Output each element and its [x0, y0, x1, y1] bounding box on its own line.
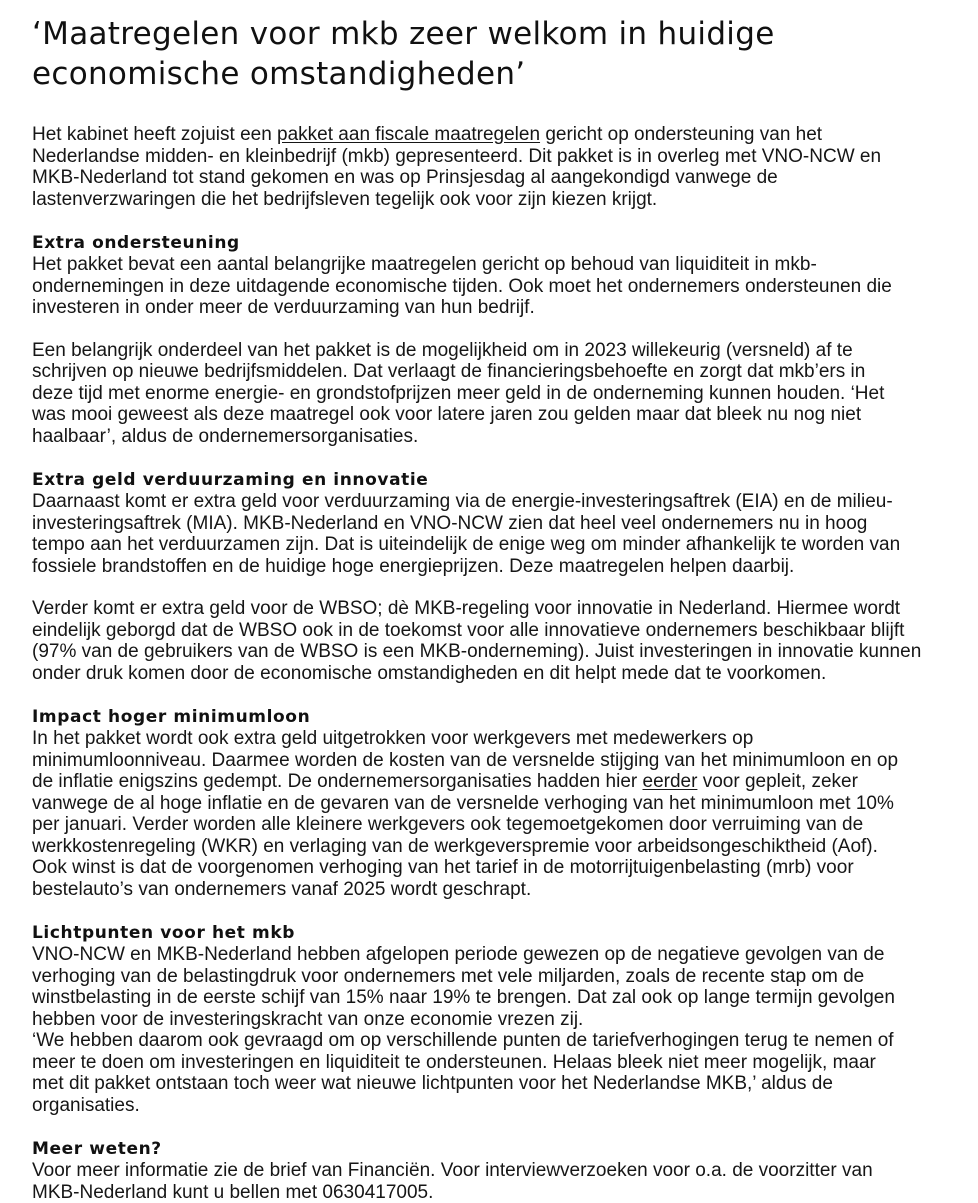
intro-paragraph	[32, 124, 942, 210]
paragraph-verduurzaming-2: Verder komt er extra geld voor de WBSO; dè MKB-regeling voor innovatie in Nederland. Hiermee wordt eindelijk geborgd dat de WBSO ook in de toekomst voor alle innovatieve ondernemers beschikbaar blijft (97% van de gebruikers van de WBSO is een MKB-onderneming). Juist investeringen in innovatie kunnen onder druk komen door de economische omstandigheden en dit helpt mede dat te voorkomen.	[32, 598, 922, 684]
paragraph-meer-weten: Voor meer informatie zie de brief van Financiën. Voor interviewverzoeken voor o.a. de voorzitter van MKB-Nederland kunt u bellen met 0630417005.	[32, 1160, 873, 1203]
minimumloon-text-after: voor gepleit, zeker vanwege de al hoge inflatie en de gevaren van de versnelde verhoging van het minimumloon met 10% per januari. Verder worden alle kleinere werkgevers ook tegemoetgekomen door verruiming van de werkkostenregeling (WKR) en verlaging van de werkgeverspremie voor arbeidsongeschiktheid (Aof). Ook winst is dat de voorgenomen verhoging van het tarief in de motorrijtuigenbelasting (mrb) voor bestelauto’s van ondernemers vanaf 2025 wordt geschrapt.	[32, 771, 894, 900]
heading-meer-weten: Meer weten?	[32, 1139, 162, 1159]
paragraph-extra-ondersteuning-2: Een belangrijk onderdeel van het pakket is de mogelijkheid om in 2023 willekeurig (versneld) af te schrijven op nieuwe bedrijfsmiddelen. Dat verlaagt de financieringsbehoefte en zorgt dat mkb’ers in deze tijd met enorme energie- en grondstofprijzen meer geld in de onderneming kunnen houden. ‘Het was mooi geweest als deze maatregel ook voor latere jaren zou gelden maar dat bleek nu nog niet haalbaar’, aldus de ondernemersorganisaties.	[32, 339, 885, 447]
intro-text-before: Het kabinet heeft zojuist een	[32, 124, 278, 145]
paragraph-verduurzaming-1: Daarnaast komt er extra geld voor verduurzaming via de energie-investeringsaftrek (EIA) en de milieu- investeringsaftrek (MIA). MKB-Nederland en VNO-NCW zien dat heel veel ondernemers nu in hoog tempo aan het verduurzamen zijn. Dat is uiteindelijk de enige weg om minder afhankelijk te worden van fossiele brandstoffen en de huidige hoge energieprijzen. Deze maatregelen helpen daarbij.	[32, 491, 901, 577]
eerder-link[interactable]: eerder	[642, 771, 698, 792]
fiscal-measures-link[interactable]: pakket aan fiscale maatregelen	[277, 124, 541, 145]
intro-text-after: gericht op ondersteuning van het Nederlandse midden- en kleinbedrijf (mkb) gepresenteerd. Dit pakket is in overleg met VNO-NCW en MKB-Nederland tot stand gekomen en was op Prinsjesdag al aangekondigd vanwege de lastenverzwaringen die het bedrijfsleven tegelijk ook voor zijn kiezen krijgt.	[32, 124, 882, 210]
paragraph-lichtpunten: VNO-NCW en MKB-Nederland hebben afgelopen periode gewezen op de negatieve gevolgen van de verhoging van de belastingdruk voor ondernemers met vele miljarden, zoals de recente stap om de winstbelasting in de eerste schijf van 15% naar 19% te brengen. Dat zal ook op lange termijn gevolgen hebben voor de investeringskracht van onze economie vrezen zij. ‘We hebben daarom ook gevraagd om op verschillende punten de tariefverhogingen terug te nemen of meer te doen om investeringen en liquiditeit te ondersteunen. Helaas bleek niet meer mogelijk, maar met dit pakket ontstaan toch weer wat nieuwe lichtpunten voor het Nederlandse MKB,’ aldus de organisaties.	[32, 944, 895, 1116]
heading-extra-ondersteuning: Extra ondersteuning	[32, 233, 240, 253]
paragraph-extra-ondersteuning-1: Het pakket bevat een aantal belangrijke maatregelen gericht op behoud van liquiditeit in mkb- ondernemingen in deze uitdagende economische tijden. Ook moet het ondernemers ondersteunen die investeren in onder meer de verduurzaming van hun bedrijf.	[32, 254, 892, 318]
article-title: ‘Maatregelen voor mkb zeer welkom in huidige economische omstandigheden’	[32, 16, 775, 92]
heading-verduurzaming-innovatie: Extra geld verduurzaming en innovatie	[32, 470, 429, 490]
heading-lichtpunten: Lichtpunten voor het mkb	[32, 923, 296, 943]
heading-minimumloon: Impact hoger minimumloon	[32, 707, 311, 727]
paragraph-minimumloon	[32, 728, 942, 900]
minimumloon-text-before: In het pakket wordt ook extra geld uitgetrokken voor werkgevers met medewerkers op minimumloonniveau. Daarmee worden de kosten van de versnelde stijging van het minimumloon en op de inflatie enigszins gedempt. De ondernemersorganisaties hadden hier	[32, 728, 899, 792]
